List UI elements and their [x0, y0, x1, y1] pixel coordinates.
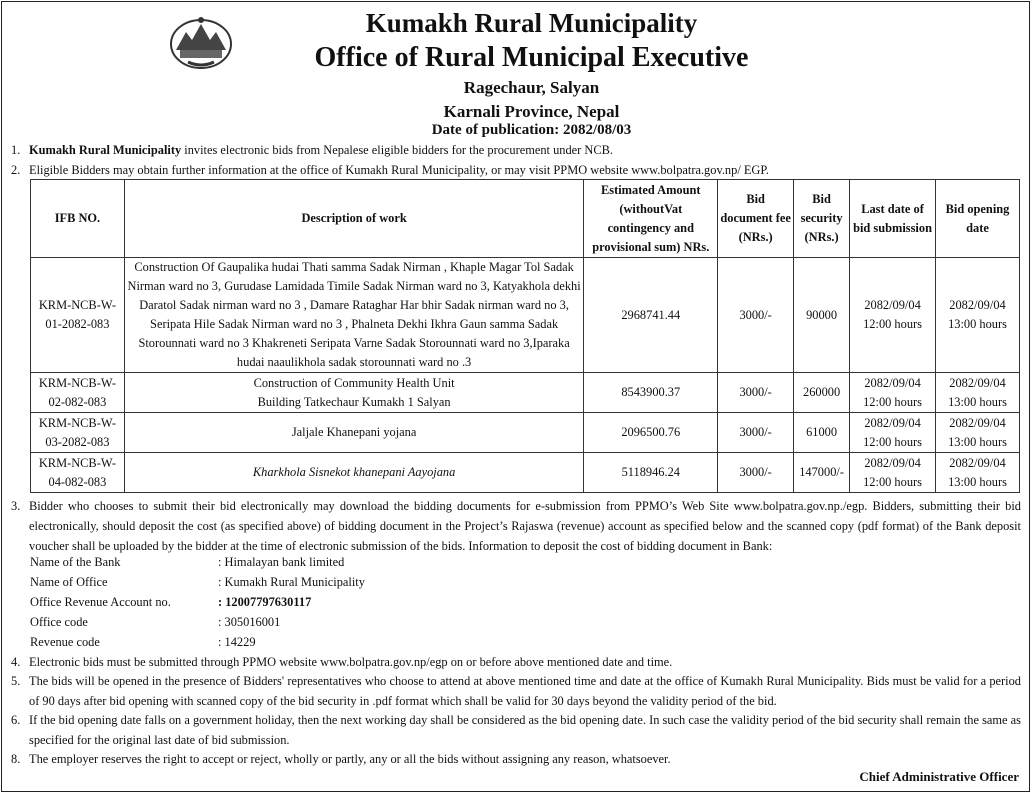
paragraph-text: The employer reserves the right to accept or reject, wholly or partly, any or all the bids without assigning any reason, whatsoever. [29, 752, 671, 766]
revenue-code-value: : 14229 [218, 635, 256, 649]
estimated-amount: 2096500.76 [584, 413, 718, 453]
ifb-number: KRM-NCB-W-04-082-083 [31, 453, 125, 493]
table-row [31, 373, 1020, 413]
paragraph-text: Eligible Bidders may obtain further information at the office of Kumakh Rural Municipality, or may visit PPMO website [29, 163, 632, 177]
ppmo-link[interactable]: www.bolpatra.gov.np/ [631, 163, 741, 177]
header-fee: Bid document fee (NRs.) [718, 180, 794, 258]
paragraph-number: 2. [11, 163, 21, 177]
date: 2082/09/04 [949, 298, 1006, 312]
header-opening-date: Bid opening date [936, 180, 1020, 258]
paragraph-number: 3. [11, 499, 21, 513]
office-code-value: : 305016001 [218, 615, 281, 629]
opening-date [936, 258, 1020, 373]
egp-link[interactable]: www.bolpatra.gov.np/egp [320, 655, 451, 669]
opening-date [936, 453, 1020, 493]
office-label: Name of Office [30, 575, 108, 589]
province: Karnali Province, Nepal [443, 102, 620, 121]
paragraph-number: 4. [11, 655, 21, 669]
work-description: Jaljale Khanepani yojana [124, 413, 584, 453]
estimated-amount: 2968741.44 [584, 258, 718, 373]
opening-date [936, 373, 1020, 413]
time: 13:00 hours [948, 434, 1007, 449]
account-label: Office Revenue Account no. [30, 595, 171, 609]
office-code-label: Office code [30, 615, 88, 629]
publication-date: Date of publication: 2082/08/03 [431, 122, 632, 138]
document-fee: 3000/- [718, 413, 794, 453]
bid-security: 260000 [794, 373, 850, 413]
office-value: : Kumakh Rural Municipality [218, 575, 365, 589]
paragraph-text: EGP. [740, 163, 769, 177]
date: 2082/09/04 [864, 415, 921, 430]
date: 2082/09/04 [864, 375, 921, 390]
header-security: Bid security (NRs.) [794, 180, 850, 258]
date: 2082/09/04 [949, 455, 1006, 470]
time: 12:00 hours [863, 317, 922, 331]
paragraph-text: The bids will be opened in the presence of Bidders' representatives who choose to attend at above mentioned time and date at the office of Kumakh Rural Municipality. Bids must be valid for a period of 90 days after bid opening with scanned copy of the bid security in .pdf format which shall be valid for 30 days beyond the validity period of the bid. [29, 674, 1021, 708]
bid-security: 147000/- [794, 453, 850, 493]
address: Ragechaur, Salyan [463, 78, 600, 97]
ifb-number: KRM-NCB-W-03-2082-083 [31, 413, 125, 453]
time: 13:00 hours [948, 474, 1007, 489]
bid-security: 61000 [794, 413, 850, 453]
paragraph-number: 1. [11, 143, 21, 157]
header-amount: Estimated Amount (withoutVat contingency and provisional sum) NRs. [584, 180, 718, 258]
paragraph-text: Bidder who chooses to submit their bid electronically may download the bidding documents for e-submission from PPMO’s Web Site [29, 499, 734, 513]
work-description: Construction Of Gaupalika hudai Thati samma Sadak Nirman , Khaple Magar Tol Sadak Nirman ward no 3, Gurudase Lamidada Timile Sadak Nirman ward no 3, Katyakhola dekhi Daratol Sadak nirman ward no 3 , Damare Rataghar Har bhir Sadak nirman ward no 3, Seripata Hile Sadak Nirman ward no 3 , Phalneta Dekhi Ikhra Gaun samma Sadak Storounnati ward no 3 Khakreneti Seripata Varne Sadak Storounnati ward no 3,Iparaka hudai naaulikhola sadak storounnati ward no .3 [124, 258, 584, 373]
work-description: Kharkhola Sisnekot khanepani Aayojana [124, 453, 584, 493]
time: 13:00 hours [948, 394, 1007, 409]
ifb-number: KRM-NCB-W-01-2082-083 [31, 258, 125, 373]
paragraph-number: 8. [11, 752, 21, 766]
revenue-code-label: Revenue code [30, 635, 100, 649]
work-description: Construction of Community Health Unit Building Tatkechaur Kumakh 1 Salyan [124, 373, 584, 413]
table-row [31, 413, 1020, 453]
header-description: Description of work [124, 180, 584, 258]
last-date [850, 373, 936, 413]
last-date [850, 413, 936, 453]
date: 2082/09/04 [864, 298, 921, 312]
date: 2082/09/04 [949, 375, 1006, 390]
date: 2082/09/04 [864, 455, 921, 470]
date: 2082/09/04 [949, 415, 1006, 430]
document-fee: 3000/- [718, 453, 794, 493]
paragraph-number: 5. [11, 674, 21, 688]
paragraph-5 [11, 671, 1021, 711]
paragraph-3 [11, 496, 1021, 556]
office-title: Office of Rural Municipal Executive [314, 42, 749, 73]
bank-label: Name of the Bank [30, 555, 121, 569]
bid-security: 90000 [794, 258, 850, 373]
opening-date [936, 413, 1020, 453]
header-ifb: IFB NO. [31, 180, 125, 258]
time: 12:00 hours [863, 394, 922, 409]
document-fee: 3000/- [718, 373, 794, 413]
paragraph-8 [11, 749, 1021, 769]
paragraph-number: 6. [11, 713, 21, 727]
header-last-date: Last date of bid submission [850, 180, 936, 258]
last-date [850, 258, 936, 373]
municipality-name: Kumakh Rural Municipality [29, 143, 182, 157]
egp-link[interactable]: www.bolpatra.gov.np./egp [733, 499, 865, 513]
table-row [31, 453, 1020, 493]
paragraph-1 [11, 140, 1021, 160]
time: 12:00 hours [863, 434, 922, 449]
document-fee: 3000/- [718, 258, 794, 373]
paragraph-4 [11, 652, 1021, 672]
paragraph-text: Electronic bids must be submitted through PPMO website [29, 655, 321, 669]
last-date [850, 453, 936, 493]
time: 13:00 hours [948, 317, 1007, 331]
account-value: : 12007797630117 [218, 595, 312, 609]
paragraph-6 [11, 710, 1021, 750]
table-header-row [31, 180, 1020, 258]
ifb-number: KRM-NCB-W-02-082-083 [31, 373, 125, 413]
paragraph-text: on or before above mentioned date and time. [450, 655, 673, 669]
paragraph-text: . Bidders, submitting their bid electronically, should deposit the cost (as specified above) of bidding document in the Project’s Rajaswa (revenue) account as specified below and the scanned copy (pdf format) of the Bank deposit voucher shall be uploaded by the bidder at the time of electronic submission of the bids. Information to deposit the cost of bidding document in Bank: [29, 499, 1021, 553]
time: 12:00 hours [863, 474, 922, 489]
bid-table [30, 179, 1020, 493]
estimated-amount: 5118946.24 [584, 453, 718, 493]
paragraph-text: If the bid opening date falls on a government holiday, then the next working day shall be considered as the bid opening date. In such case the validity period of the bid security shall remain the same as specified for the original last date of bid submission. [29, 713, 1021, 747]
municipality-title: Kumakh Rural Municipality [365, 8, 698, 38]
table-row [31, 258, 1020, 373]
paragraph-text: invites electronic bids from Nepalese eligible bidders for the procurement under NCB. [181, 143, 613, 157]
paragraph-2 [11, 160, 1021, 180]
signature: Chief Administrative Officer [859, 769, 1019, 784]
estimated-amount: 8543900.37 [584, 373, 718, 413]
bank-value: : Himalayan bank limited [218, 555, 345, 569]
